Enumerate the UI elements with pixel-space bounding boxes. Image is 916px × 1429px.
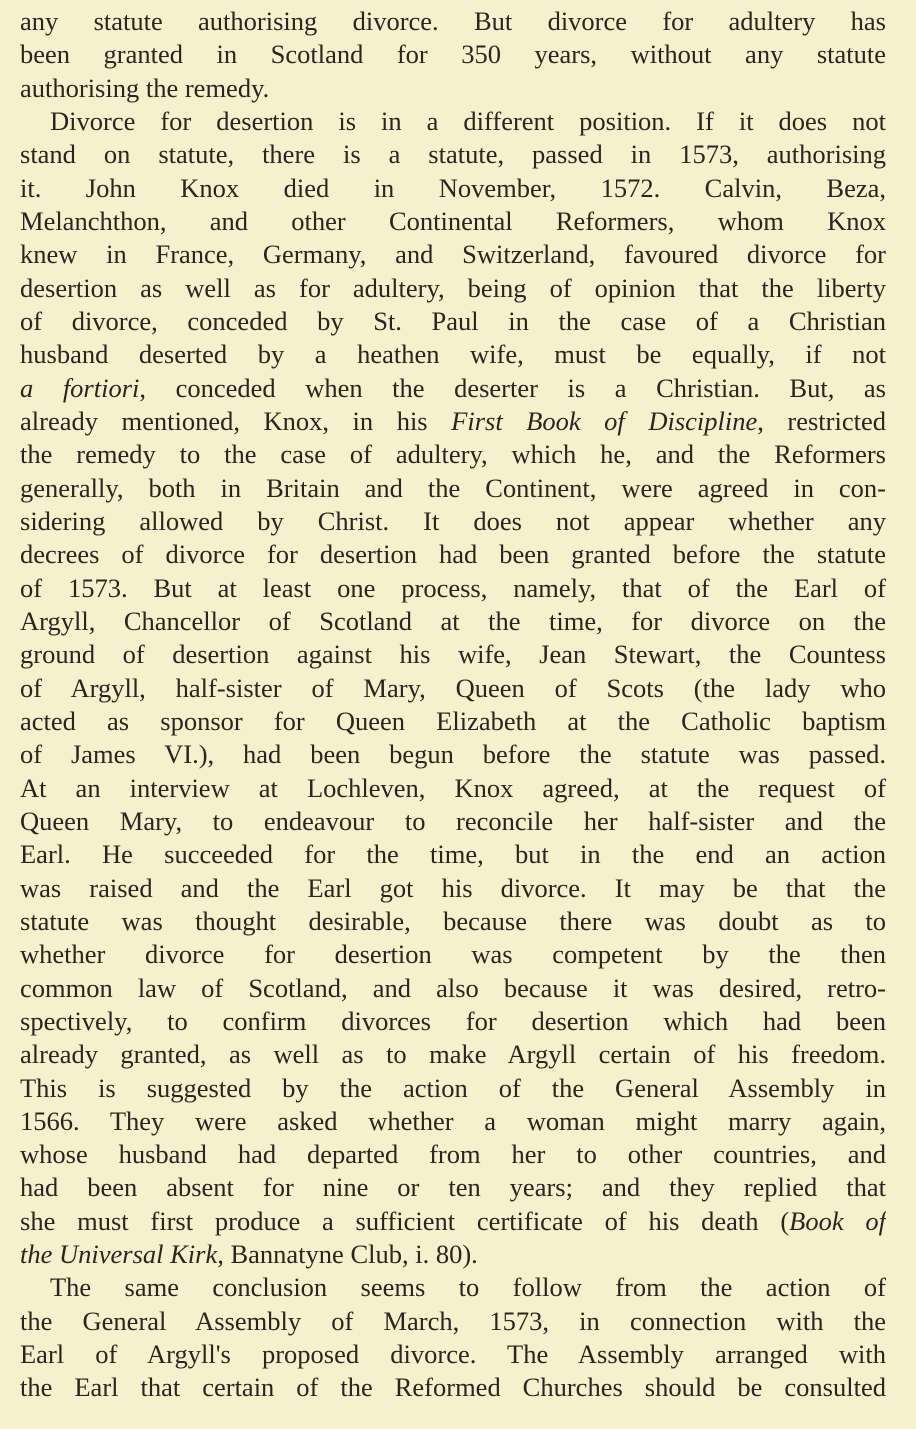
text-segment: Earl of Argyll's proposed divorce. The Assembly arranged with <box>20 1339 886 1370</box>
text-line <box>20 72 886 105</box>
text-line <box>20 472 886 505</box>
italic-text: a fortiori <box>20 372 140 403</box>
text-segment: Argyll, Chancellor of Scotland at the time, for divorce on the <box>20 605 886 636</box>
text-line <box>20 872 886 905</box>
text-segment: Divorce for desertion is in a different position. If it does not <box>50 105 886 136</box>
text-line <box>20 372 886 405</box>
text-line <box>20 105 886 138</box>
text-line <box>20 672 886 705</box>
text-line <box>20 638 886 671</box>
text-line <box>20 1005 886 1038</box>
text-segment: already mentioned, Knox, in his <box>20 405 452 436</box>
text-segment: was raised and the Earl got his divorce. It may be that the <box>20 872 886 903</box>
text-line <box>20 1338 886 1371</box>
italic-text: the Universal Kirk <box>20 1239 218 1270</box>
text-line <box>20 838 886 871</box>
text-line <box>20 905 886 938</box>
text-segment: she must first produce a sufficient certificate of his death ( <box>20 1205 790 1236</box>
text-line <box>20 438 886 471</box>
text-line <box>20 1238 886 1271</box>
text-segment: At an interview at Lochleven, Knox agreed, at the request of <box>20 772 886 803</box>
text-line <box>20 238 886 271</box>
text-line <box>20 705 886 738</box>
text-line <box>20 1205 886 1238</box>
text-segment: whose husband had departed from her to other countries, and <box>20 1139 886 1170</box>
text-segment: any statute authorising divorce. But divorce for adultery has <box>20 6 886 36</box>
text-segment: it. John Knox died in November, 1572. Calvin, Beza, <box>20 172 886 203</box>
text-segment: Queen Mary, to endeavour to reconcile her half-sister and the <box>20 805 886 836</box>
text-segment: ground of desertion against his wife, Jean Stewart, the Countess <box>20 639 886 670</box>
text-segment: Melanchthon, and other Continental Reformers, whom Knox <box>20 205 886 236</box>
text-segment: husband deserted by a heathen wife, must be equally, if not <box>20 339 886 370</box>
text-segment: knew in France, Germany, and Switzerland, favoured divorce for <box>20 239 886 270</box>
italic-text: Book of <box>789 1205 886 1236</box>
text-line <box>20 205 886 238</box>
text-segment: of Argyll, half-sister of Mary, Queen of Scots (the lady who <box>20 672 886 703</box>
text-line <box>20 1138 886 1171</box>
text-segment: 1566. They were asked whether a woman might marry again, <box>20 1105 886 1136</box>
text-line <box>20 405 886 438</box>
text-line <box>20 772 886 805</box>
text-line <box>20 938 886 971</box>
text-line <box>20 138 886 171</box>
document-page <box>20 5 886 1405</box>
text-segment: authorising the remedy. <box>20 72 270 103</box>
text-segment: the General Assembly of March, 1573, in connection with the <box>20 1305 886 1336</box>
text-segment: of James VI.), had been begun before the statute was passed. <box>20 739 886 770</box>
text-line <box>20 1038 886 1071</box>
text-segment: , restricted <box>757 405 886 436</box>
text-segment: Earl. He succeeded for the time, but in the end an action <box>20 839 886 870</box>
text-segment: acted as sponsor for Queen Elizabeth at the Catholic baptism <box>20 705 886 736</box>
text-line <box>20 1271 886 1304</box>
text-line <box>20 738 886 771</box>
text-segment: the Earl that certain of the Reformed Churches should be consulted <box>20 1372 886 1403</box>
text-line <box>20 38 886 71</box>
text-line <box>20 572 886 605</box>
italic-text: First Book of Discipline <box>451 405 758 436</box>
text-segment: the remedy to the case of adultery, which he, and the Reformers <box>20 439 886 470</box>
text-line <box>20 605 886 638</box>
text-segment: of divorce, conceded by St. Paul in the case of a Christian <box>20 305 886 336</box>
text-segment: had been absent for nine or ten years; and they replied that <box>20 1172 886 1203</box>
text-segment: stand on statute, there is a statute, passed in 1573, authorising <box>20 139 886 170</box>
text-segment: spectively, to confirm divorces for desertion which had been <box>20 1005 886 1036</box>
text-segment: whether divorce for desertion was competent by the then <box>20 939 886 970</box>
text-line <box>20 1072 886 1105</box>
text-line <box>20 305 886 338</box>
text-segment: common law of Scotland, and also because it was desired, retro- <box>20 972 886 1003</box>
text-line <box>20 972 886 1005</box>
text-line <box>20 172 886 205</box>
text-segment: been granted in Scotland for 350 years, without any statute <box>20 39 886 70</box>
text-line <box>20 5 886 38</box>
text-segment: , Bannatyne Club, i. 80). <box>217 1239 478 1270</box>
text-segment: generally, both in Britain and the Continent, were agreed in con- <box>20 472 886 503</box>
text-segment: decrees of divorce for desertion had been granted before the statute <box>20 539 886 570</box>
text-line <box>20 1371 886 1404</box>
text-segment: already granted, as well as to make Argyll certain of his freedom. <box>20 1039 886 1070</box>
text-line <box>20 805 886 838</box>
text-line <box>20 338 886 371</box>
text-segment: statute was thought desirable, because there was doubt as to <box>20 905 886 936</box>
text-segment: of 1573. But at least one process, namely, that of the Earl of <box>20 572 886 603</box>
text-segment: sidering allowed by Christ. It does not appear whether any <box>20 505 886 536</box>
text-segment: The same conclusion seems to follow from the action of <box>50 1272 886 1303</box>
text-line <box>20 1171 886 1204</box>
text-segment: , conceded when the deserter is a Christian. But, as <box>139 372 886 403</box>
text-segment: desertion as well as for adultery, being of opinion that the liberty <box>20 272 886 303</box>
text-segment: This is suggested by the action of the General Assembly in <box>20 1072 886 1103</box>
text-line <box>20 272 886 305</box>
text-line <box>20 505 886 538</box>
text-line <box>20 1305 886 1338</box>
text-line <box>20 1105 886 1138</box>
text-line <box>20 538 886 571</box>
